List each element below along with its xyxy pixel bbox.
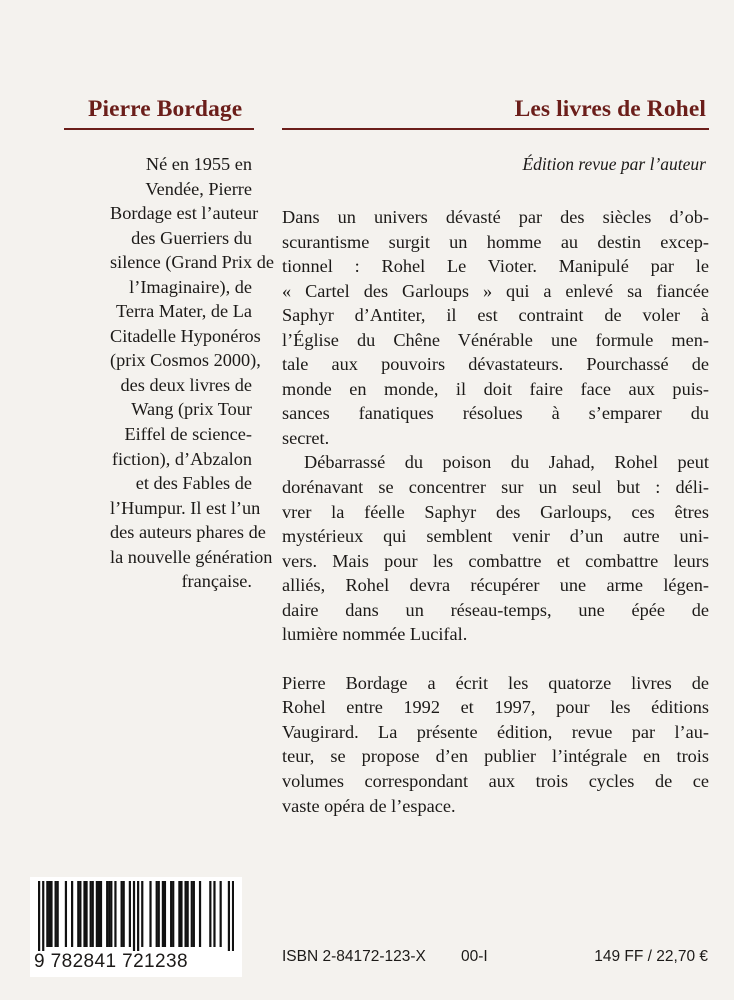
- author-bio: [110, 152, 274, 594]
- text-line: Pierre Bordage a écrit les quatorze livres de: [282, 672, 709, 693]
- barcode-bar: [213, 881, 215, 947]
- barcode-bar: [141, 881, 143, 947]
- barcode-bar: [83, 881, 85, 947]
- series-title: Les livres de Rohel: [514, 96, 706, 122]
- bio-line: Terra Mater, de La: [115, 301, 252, 322]
- barcode-bar: [228, 881, 230, 951]
- barcode-bar: [92, 881, 94, 947]
- bio-line: l’Humpur. Il est l’un: [110, 497, 261, 518]
- barcode-bar: [42, 881, 44, 951]
- barcode-bar: [170, 881, 172, 947]
- barcode-bar: [180, 881, 182, 947]
- paragraph-gap: [282, 647, 709, 671]
- bio-line: des auteurs phares de: [110, 522, 266, 543]
- bio-line: Eiffel de science-: [124, 424, 252, 445]
- barcode-bar: [121, 881, 123, 947]
- barcode-bar: [108, 881, 110, 947]
- text-line: lumière nommée Lucifal.: [282, 624, 468, 645]
- paragraph-synopsis-1: [282, 205, 709, 450]
- text-line: « Cartel des Garloups » qui a enlevé sa fiancée: [282, 280, 709, 301]
- barcode-bar: [209, 881, 211, 947]
- price: 149 FF / 22,70 €: [594, 948, 708, 965]
- barcode-bar: [172, 881, 174, 947]
- bio-line: des Guerriers du: [131, 227, 252, 248]
- bio-line: française.: [181, 571, 252, 592]
- bio-line: Vendée, Pierre: [145, 178, 252, 199]
- paragraph-synopsis-2: [282, 450, 709, 646]
- bio-line: (prix Cosmos 2000),: [110, 350, 261, 371]
- barcode-bar: [158, 881, 160, 947]
- barcode-bar: [156, 881, 158, 947]
- barcode-bar: [77, 881, 79, 947]
- bio-line: Citadelle Hyponéros: [110, 325, 261, 346]
- barcode-bar: [85, 881, 87, 947]
- barcode-bar: [90, 881, 92, 947]
- barcode-bar: [199, 881, 201, 947]
- bio-line: la nouvelle génération: [110, 546, 273, 567]
- barcode-bar: [79, 881, 81, 947]
- text-line: Débarrassé du poison du Jahad, Rohel peut: [304, 452, 709, 473]
- barcode-bar: [38, 881, 40, 951]
- barcode-bar: [50, 881, 52, 947]
- text-line: teur, se propose d’en publier l’intégrale en trois: [282, 746, 709, 767]
- text-line: l’Église du Chêne Vénérable une formule men-: [282, 329, 709, 350]
- bio-line: des deux livres de: [120, 374, 252, 395]
- barcode-bar: [48, 881, 50, 947]
- barcode-bar: [106, 881, 108, 947]
- author-heading: Pierre Bordage: [88, 96, 243, 122]
- text-line: vers. Mais pour les combattre et combattre leurs: [282, 550, 709, 571]
- header-rule-left: [64, 128, 254, 130]
- barcode-bar: [162, 881, 164, 947]
- barcode-bar: [65, 881, 67, 947]
- text-line: tionnel : Rohel Le Vioter. Manipulé par le: [282, 256, 709, 277]
- barcode-bar: [71, 881, 73, 947]
- barcode-bar: [98, 881, 100, 947]
- text-line: vrer la féelle Saphyr des Garloups, ces êtres: [282, 501, 709, 522]
- barcode-bar: [191, 881, 193, 947]
- bio-line: Né en 1955 en: [145, 154, 252, 174]
- text-line: monde en monde, il doit faire face aux puis-: [282, 378, 709, 399]
- barcode-bar: [57, 881, 59, 947]
- bio-line: l’Imaginaire), de: [129, 276, 252, 297]
- barcode-bar: [137, 881, 139, 951]
- barcode-bar: [193, 881, 195, 947]
- barcode-bar: [184, 881, 186, 947]
- text-line: scurantisme surgit un homme au destin excep-: [282, 231, 709, 252]
- barcode-bar: [178, 881, 180, 947]
- catalog-code: 00-I: [461, 948, 488, 965]
- isbn: ISBN 2-84172-123-X: [282, 948, 426, 965]
- barcode-bar: [164, 881, 166, 947]
- bio-line: et des Fables de: [135, 473, 252, 494]
- text-line: Rohel entre 1992 et 1997, pour les éditions: [282, 697, 709, 718]
- text-line: vaste opéra de l’espace.: [282, 795, 456, 816]
- text-line: volumes correspondant aux trois cycles de ce: [282, 771, 709, 792]
- barcode-bar: [96, 881, 98, 947]
- paragraph-publication: [282, 671, 709, 818]
- edition-subtitle: Édition revue par l’auteur: [522, 154, 706, 174]
- barcode-bar: [220, 881, 222, 947]
- text-line: Vaugirard. La présente édition, revue par l’au-: [282, 721, 709, 742]
- bio-line: Bordage est l’auteur: [110, 203, 259, 224]
- barcode-bar: [187, 881, 189, 947]
- barcode: [30, 877, 242, 977]
- barcode-bar: [232, 881, 234, 951]
- text-line: dorénavant se concentrer sur un seul but : déli-: [282, 477, 709, 498]
- text-line: Dans un univers dévasté par des siècles d’ob-: [282, 207, 709, 227]
- text-line: Saphyr d’Antiter, il est contraint de voler à: [282, 305, 709, 326]
- barcode-digits: 9 782841 721238: [34, 951, 188, 972]
- text-line: tale aux pouvoirs dévastateurs. Pourchassé de: [282, 354, 709, 375]
- barcode-bar: [55, 881, 57, 947]
- text-line: mystérieux qui semblent venir d’un autre uni-: [282, 526, 709, 547]
- bio-line: silence (Grand Prix de: [110, 252, 274, 273]
- barcode-bars: [38, 881, 234, 951]
- text-line: alliés, Rohel devra récupérer une arme légen-: [282, 575, 709, 596]
- header-rule-right: [282, 128, 709, 130]
- bio-line: fiction), d’Abzalon: [111, 448, 252, 469]
- bio-line: Wang (prix Tour: [131, 399, 252, 420]
- barcode-bar: [100, 881, 102, 947]
- back-cover-text: [282, 205, 709, 818]
- text-line: sances fanatiques résolues à s’emparer du: [282, 403, 709, 424]
- barcode-bar: [123, 881, 125, 947]
- barcode-bar: [133, 881, 135, 951]
- barcode-bar: [129, 881, 131, 947]
- barcode-bar: [114, 881, 116, 947]
- barcode-bar: [149, 881, 151, 947]
- barcode-bar: [46, 881, 48, 947]
- text-line: daire dans un réseau-temps, une épée de: [282, 599, 709, 620]
- barcode-bar: [110, 881, 112, 947]
- text-line: secret.: [282, 427, 330, 448]
